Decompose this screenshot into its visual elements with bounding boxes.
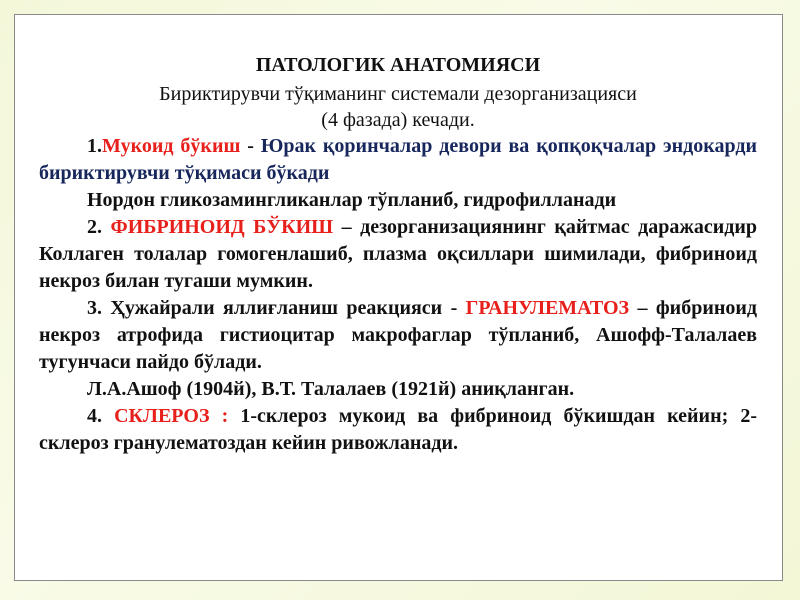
phase-3-intro: 3. Ҳужайрали яллиғланиш реакцияси - <box>87 297 466 319</box>
phase-3-description: – фибриноид некроз атрофида гистиоцитар макрофаглар тўпланиб, Ашофф-Талалаев тугунчаси пайдо бўлади. <box>39 297 758 373</box>
phase-1-paragraph <box>39 133 757 187</box>
phase-4-paragraph <box>39 403 757 457</box>
phase-3-term: ГРАНУЛЕМАТОЗ <box>465 297 630 319</box>
phase-4-term: СКЛЕРОЗ : <box>114 405 229 427</box>
phase-4-description: 1-склероз мукоид ва фибриноид бўкишдан кейин; 2-склероз гранулематоздан кейин ривожланади. <box>39 405 758 454</box>
phase-1-number: 1. <box>87 135 102 157</box>
phase-3-paragraph <box>39 295 757 376</box>
phase-2-paragraph <box>39 214 757 295</box>
page-title: ПАТОЛОГИК АНАТОМИЯСИ <box>255 54 541 76</box>
subtitle-line-2: (4 фазада) кечади. <box>321 109 475 131</box>
phase-3-note: Л.А.Ашоф (1904й), В.Т. Талалаев (1921й) аниқланган. <box>87 378 575 400</box>
phase-1-note: Нордон гликозамингликанлар тўпланиб, гидрофилланади <box>87 189 617 211</box>
subtitle-line-1: Бириктирувчи тўқиманинг системали дезорганизацияси <box>159 83 637 105</box>
phase-2-term: ФИБРИНОИД БЎКИШ <box>110 216 334 238</box>
phase-1-term: Мукоид бўкиш <box>102 135 241 157</box>
phase-1-dash: - <box>240 135 261 157</box>
slide-frame <box>14 14 783 581</box>
phase-2-description: – дезорганизациянинг қайтмас даражасидир Коллаген толалар гомогенлашиб, плазма оқсиллари шимилади, фибриноид некроз билан тугаши мумкин. <box>39 216 757 292</box>
slide-content <box>39 53 757 457</box>
phase-1-description: Юрак қоринчалар девори ва қопқоқчалар эндокарди бириктирувчи тўқимаси бўкади <box>39 135 757 184</box>
phase-2-number: 2. <box>87 216 111 238</box>
phase-4-number: 4. <box>87 405 115 427</box>
